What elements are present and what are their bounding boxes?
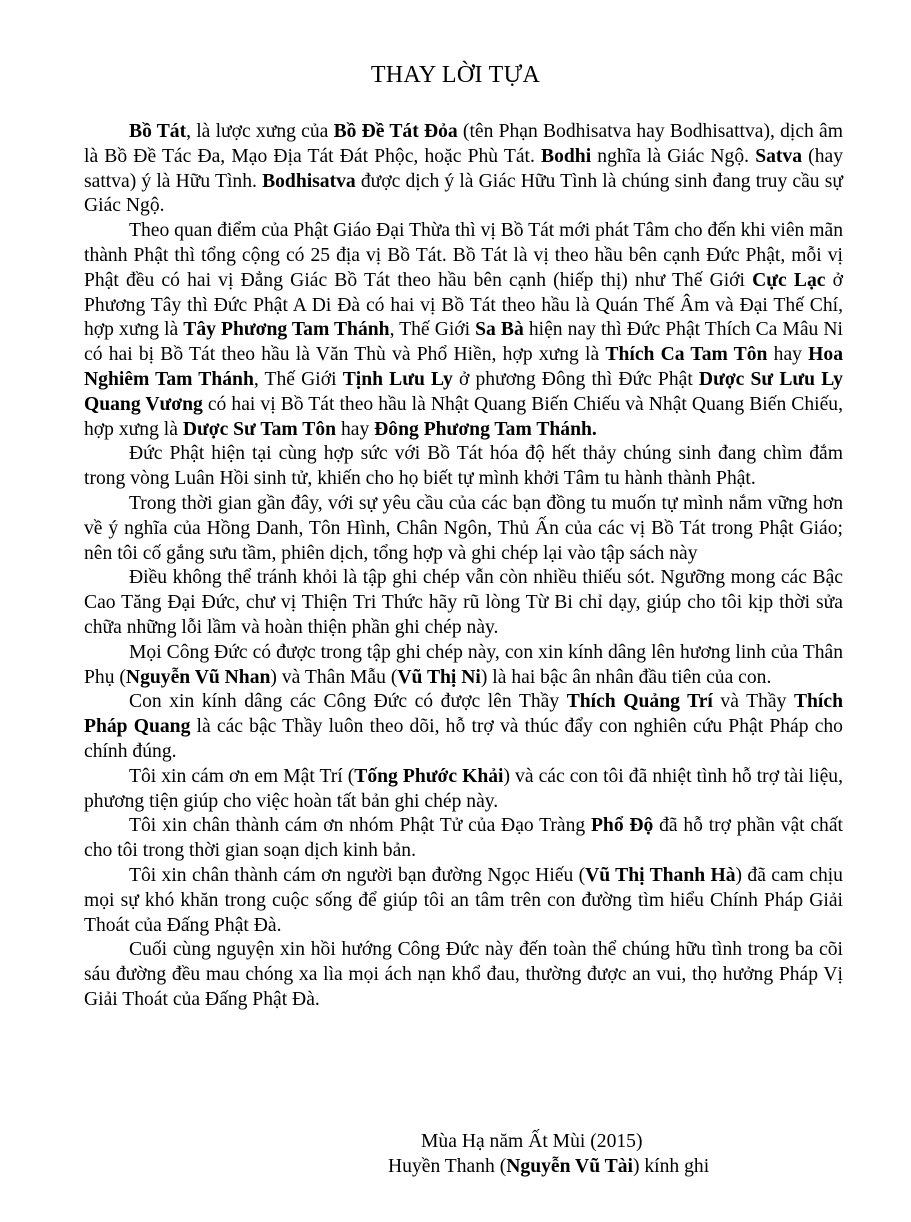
- text-run: Cuối cùng nguyện xin hồi hướng Công Đức này đến toàn thể chúng hữu tình trong ba cõi sáu đường đều mau chóng xa lìa mọi ách nạn khổ đau, thường được an vui, thọ hưởng Pháp Vị Giải Thoát của Đấng Phật Đà.: [84, 939, 843, 1010]
- text-run: hay: [336, 418, 375, 440]
- text-run: , Thế Giới: [253, 368, 343, 390]
- text-run: Tôi xin cám ơn em Mật Trí (: [129, 765, 355, 787]
- paragraph: [84, 864, 843, 938]
- bold-term: Vũ Thị Ni: [397, 666, 481, 688]
- bold-term: Thích Quảng Trí: [566, 691, 713, 713]
- bold-term: Đông Phương Tam Thánh.: [374, 418, 597, 440]
- text-run: Đức Phật hiện tại cùng hợp sức với Bồ Tát hóa độ hết thảy chúng sinh đang chìm đắm trong vòng Luân Hồi sinh tử, khiến cho họ biết tự mình khởi Tâm tu hành thành Phật.: [84, 443, 843, 490]
- bold-term: Sa Bà: [475, 319, 524, 341]
- paragraph: [84, 442, 843, 492]
- text-run: và Thầy: [712, 691, 794, 713]
- bold-term: Bodhi: [541, 145, 592, 167]
- text-run: nghĩa là Giác Ngộ.: [591, 145, 756, 167]
- text-run: Tôi xin chân thành cám ơn nhóm Phật Tử của Đạo Tràng: [129, 815, 591, 837]
- paragraph: [84, 690, 843, 764]
- text-run: Tôi xin chân thành cám ơn người bạn đường Ngọc Hiếu (: [129, 864, 586, 886]
- text-run: có hai vị Bồ Tát theo hầu là Nhật Quang Biến Chiếu và Nhật Quang Biến Chiếu, hợp xưng là: [84, 393, 844, 440]
- signature-author-suffix: ) kính ghi: [632, 1156, 710, 1177]
- bold-term: Dược Sư Lưu Ly Quang Vương: [84, 368, 843, 415]
- page-title: THAY LỜI TỰA: [370, 62, 541, 88]
- text-run: ở Phương Tây thì Đức Phật A Di Đà có hai vị Bồ Tát theo hầu là Quán Thế Âm và Đại Thế Chí, hợp xưng là: [84, 269, 843, 341]
- paragraph: [84, 938, 843, 1012]
- text-run: Mọi Công Đức có được trong tập ghi chép này, con xin kính dâng lên hương linh của Thân Phụ (: [84, 641, 843, 688]
- paragraph: [84, 120, 843, 219]
- bold-term: Cực Lạc: [752, 269, 826, 291]
- bold-term: Thích Pháp Quang: [84, 691, 843, 738]
- text-run: Trong thời gian gần đây, với sự yêu cầu của các bạn đồng tu muốn tự mình nắm vững hơn về ý nghĩa của Hồng Danh, Tôn Hình, Chân Ngôn, Thủ Ấn của các vị Bồ Tát trong Phật Giáo; nên tôi cố gắng sưu tầm, phiên dịch, tổng hợp và ghi chép lại vào tập sách này: [84, 492, 843, 564]
- preface-body: [84, 120, 843, 1013]
- bold-term: Bodhisatva: [262, 170, 356, 192]
- text-run: (hay sattva) ý là Hữu Tình.: [84, 145, 843, 192]
- bold-term: Tây Phương Tam Thánh: [183, 319, 390, 341]
- text-run: Điều không thể tránh khỏi là tập ghi chép vẫn còn nhiều thiếu sót. Ngưỡng mong các Bậc Cao Tăng Đại Đức, chư vị Thiện Tri Thức hãy rũ lòng Từ Bi chỉ dạy, giúp cho tôi kịp thời sửa chữa những lỗi lầm và hoàn thiện phần ghi chép này.: [84, 567, 843, 638]
- text-run: ) là hai bậc ân nhân đầu tiên của con.: [480, 666, 772, 688]
- paragraph: [84, 219, 843, 442]
- text-run: Con xin kính dâng các Công Đức có được lên Thầy: [129, 691, 567, 713]
- text-run: ) và các con tôi đã nhiệt tình hỗ trợ tài liệu, phương tiện giúp cho việc hoàn tất bản ghi chép này.: [84, 765, 844, 812]
- bold-term: Satva: [755, 145, 803, 167]
- text-run: hay: [767, 344, 809, 366]
- text-run: , Thế Giới: [389, 319, 476, 341]
- bold-term: Nguyễn Vũ Nhan: [125, 666, 271, 688]
- text-run: là các bậc Thầy luôn theo dõi, hỗ trợ và thúc đẩy con nghiên cứu Phật Pháp cho chính đúng.: [84, 716, 843, 762]
- text-run: ) và Thân Mẫu (: [270, 666, 398, 688]
- signature-author-prefix: Huyền Thanh (: [388, 1156, 507, 1177]
- bold-term: Phổ Độ: [590, 815, 654, 837]
- paragraph: [84, 566, 843, 640]
- text-run: đã hỗ trợ phần vật chất cho tôi trong thời gian soạn dịch kinh bản.: [84, 815, 843, 862]
- paragraph: [84, 765, 843, 815]
- text-run: hiện nay thì Đức Phật Thích Ca Mâu Ni có hai bị Bồ Tát theo hầu là Văn Thù và Phổ Hiền, hợp xưng là: [84, 319, 843, 366]
- paragraph: [84, 492, 843, 566]
- bold-term: Vũ Thị Thanh Hà: [585, 864, 736, 886]
- bold-term: Bồ Đề Tát Đỏa: [333, 121, 458, 142]
- text-run: Theo quan điểm của Phật Giáo Đại Thừa thì vị Bồ Tát mới phát Tâm cho đến khi viên mãn thành Phật thì tổng cộng có 25 địa vị Bồ Tát. Bồ Tát là vị theo hầu bên cạnh Đức Phật, mỗi vị Phật đều có hai vị Đẳng Giác Bồ Tát theo hầu bên cạnh (hiếp thị) như Thế Giới: [84, 220, 843, 291]
- bold-term: Hoa Nghiêm Tam Thánh: [84, 344, 843, 390]
- signature-author-name: Nguyễn Vũ Tài: [506, 1156, 633, 1177]
- paragraph: [84, 641, 843, 691]
- text-run: ở phương Đông thì Đức Phật: [452, 368, 699, 390]
- signature-date: Mùa Hạ năm Ất Mùi (2015): [421, 1131, 643, 1152]
- bold-term: Bồ Tát: [129, 121, 187, 142]
- bold-term: Tịnh Lưu Ly: [342, 368, 453, 390]
- bold-term: Dược Sư Tam Tôn: [182, 418, 337, 440]
- bold-term: Thích Ca Tam Tôn: [605, 344, 768, 366]
- text-run: , là lược xưng của: [186, 121, 334, 142]
- signature-author: [388, 1154, 709, 1180]
- bold-term: Tống Phước Khải: [354, 765, 504, 787]
- paragraph: [84, 814, 843, 864]
- text-run: (tên Phạn Bodhisatva hay Bodhisattva), dịch âm là Bồ Đề Tác Đa, Mạo Địa Tát Đát Phộc, hoặc Phù Tát.: [84, 121, 843, 167]
- text-run: ) đã cam chịu mọi sự khó khăn trong cuộc sống để giúp tôi an tâm trên con đường tìm hiểu Chính Pháp Giải Thoát của Đấng Phật Đà.: [84, 864, 843, 936]
- text-run: được dịch ý là Giác Hữu Tình là chúng sinh đang truy cầu sự Giác Ngộ.: [84, 170, 844, 217]
